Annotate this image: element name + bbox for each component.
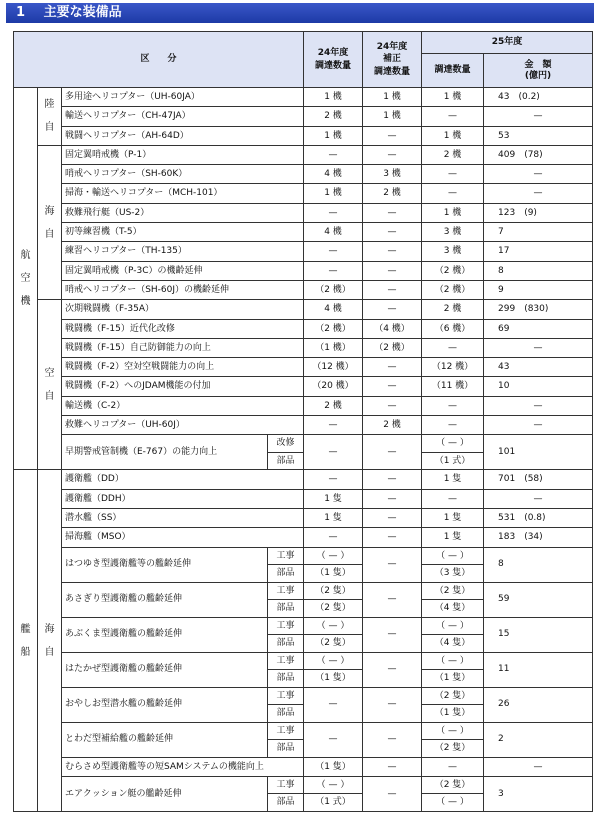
fy24-supp-qty: 1 機 [363,107,422,126]
fy25-amount: 123 (9) [484,203,593,222]
table-row [14,184,593,203]
fy24-qty: — [304,145,363,164]
fy25-qty: — [422,757,484,776]
item-name: 戦闘機（F-2）へのJDAM機能の付加 [62,377,304,396]
fy25-qty: （2 機） [422,261,484,280]
fy24-qty: — [304,261,363,280]
item-name: 戦闘機（F-15）自己防御能力の向上 [62,338,304,357]
table-row [14,757,593,776]
fy25-amount: — [484,107,593,126]
fy24-supp-qty: — [363,489,422,508]
item-name: 潜水艦（SS） [62,508,304,527]
fy24-qty: — [304,470,363,489]
table-row [14,776,593,794]
fy25-qty: （ — ） [422,547,484,565]
fy24-qty: 1 機 [304,126,363,145]
fy24-qty: 4 機 [304,165,363,184]
fy25-amount: 299 (830) [484,300,593,319]
fy25-qty: （12 機） [422,358,484,377]
header-fy24-qty: 24年度 調達数量 [304,32,363,88]
item-name: むらさめ型護衛艦等の短SAMシステムの機能向上 [62,757,304,776]
item-name: 多用途ヘリコプター（UH-60JA） [62,88,304,107]
fy25-qty: （2 隻） [422,582,484,600]
fy25-amount: 69 [484,319,593,338]
item-name: 輸送ヘリコプター（CH-47JA） [62,107,304,126]
fy25-qty: — [422,396,484,415]
table-row [14,165,593,184]
fy24-qty: — [304,528,363,547]
table-row [14,652,593,670]
fy24-qty: — [304,416,363,435]
fy25-amount: — [484,416,593,435]
fy25-amount: 10 [484,377,593,396]
fy24-supp-qty: — [363,617,422,652]
fy25-amount: 409 (78) [484,145,593,164]
section-title: 主要な装備品 [43,5,122,20]
header-fy25-amount: 金 額 (億円) [484,54,593,88]
item-name: はつゆき型護衛艦等の艦齢延伸 [62,547,268,582]
fy25-qty: — [422,107,484,126]
fy24-supp-qty: — [363,126,422,145]
fy24-supp-qty: — [363,377,422,396]
fy24-supp-qty: — [363,358,422,377]
sub-label: 部品 [268,670,304,688]
item-name: 戦闘機（F-2）空対空戦闘能力の向上 [62,358,304,377]
category-ships: 艦 船 [14,470,38,811]
table-row [14,88,593,107]
fy24-qty: 1 機 [304,184,363,203]
fy24-qty: （1 隻） [304,565,363,583]
table-row [14,223,593,242]
fy25-amount: — [484,396,593,415]
item-name: 固定翼哨戒機（P-3C）の機齢延伸 [62,261,304,280]
fy24-qty: （ — ） [304,652,363,670]
fy24-supp-qty: — [363,722,422,757]
fy25-qty: — [422,338,484,357]
fy24-supp-qty: 2 機 [363,184,422,203]
fy24-supp-qty: — [363,582,422,617]
table-row [14,687,593,705]
fy25-qty: （6 機） [422,319,484,338]
fy25-qty: （ — ） [422,435,484,453]
fy24-supp-qty: — [363,396,422,415]
sub-label: 工事 [268,582,304,600]
table-row [14,722,593,740]
fy25-amount: 7 [484,223,593,242]
sub-label: 工事 [268,722,304,740]
fy24-qty: （ — ） [304,776,363,794]
fy24-qty: 1 隻 [304,489,363,508]
fy24-supp-qty: — [363,203,422,222]
item-name: エアクッション艇の艦齢延伸 [62,776,268,811]
sub-label: 工事 [268,617,304,635]
item-name: あさぎり型護衛艦の艦齢延伸 [62,582,268,617]
fy25-qty: 1 機 [422,88,484,107]
section-title-bar [6,3,594,23]
header-fy24-supp: 24年度 補正 調達数量 [363,32,422,88]
fy24-supp-qty: — [363,435,422,470]
fy24-qty: （ — ） [304,617,363,635]
item-name: 掃海・輸送ヘリコプター（MCH-101） [62,184,304,203]
table-row [14,280,593,299]
fy24-supp-qty: — [363,242,422,261]
fy24-qty: （1 機） [304,338,363,357]
item-name: 早期警戒管制機（E-767）の能力向上 [62,435,268,470]
fy25-amount: 11 [484,652,593,687]
fy25-amount: — [484,338,593,357]
fy24-supp-qty: — [363,508,422,527]
fy25-qty: （4 隻） [422,635,484,653]
fy25-amount: 101 [484,435,593,470]
section-number: 1 [16,5,26,20]
fy24-qty: 1 隻 [304,508,363,527]
header-fy25-qty: 調達数量 [422,54,484,88]
table-row [14,338,593,357]
table-row [14,261,593,280]
item-name: 救難ヘリコプター（UH-60J） [62,416,304,435]
table-row [14,107,593,126]
item-name: 戦闘ヘリコプター（AH-64D） [62,126,304,145]
fy24-supp-qty: — [363,280,422,299]
fy24-qty: — [304,722,363,757]
fy25-qty: （2 隻） [422,776,484,794]
fy25-qty: 2 機 [422,300,484,319]
fy24-qty: 2 機 [304,107,363,126]
table-row [14,489,593,508]
fy24-qty: （2 隻） [304,582,363,600]
fy25-qty: 1 機 [422,126,484,145]
fy25-amount: 3 [484,776,593,811]
fy24-qty: （2 隻） [304,600,363,618]
fy25-amount: 9 [484,280,593,299]
item-name: 初等練習機（T-5） [62,223,304,242]
fy25-qty: （1 隻） [422,705,484,723]
sub-label: 部品 [268,635,304,653]
item-name: 固定翼哨戒機（P-1） [62,145,304,164]
sub-label: 部品 [268,565,304,583]
fy25-amount: 8 [484,261,593,280]
item-name: 哨戒ヘリコプター（SH-60K） [62,165,304,184]
fy24-supp-qty: （2 機） [363,338,422,357]
item-name: 救難飛行艇（US-2） [62,203,304,222]
fy24-qty: （2 機） [304,280,363,299]
item-name: とわだ型補給艦の艦齢延伸 [62,722,268,757]
fy24-supp-qty: 2 機 [363,416,422,435]
fy24-qty: （1 式） [304,794,363,812]
fy24-supp-qty: 1 機 [363,88,422,107]
table-row [14,203,593,222]
item-name: 哨戒ヘリコプター（SH-60J）の機齢延伸 [62,280,304,299]
sub-label: 工事 [268,776,304,794]
fy25-amount: 59 [484,582,593,617]
fy24-qty: 2 機 [304,396,363,415]
fy24-qty: — [304,687,363,722]
sub-label: 工事 [268,652,304,670]
fy25-qty: 3 機 [422,242,484,261]
fy25-amount: 43 [484,358,593,377]
fy25-amount: 53 [484,126,593,145]
fy25-qty: （2 隻） [422,687,484,705]
sub-label: 部品 [268,705,304,723]
fy25-amount: 17 [484,242,593,261]
sub-label: 部品 [268,794,304,812]
fy25-amount: — [484,165,593,184]
fy24-supp-qty: — [363,470,422,489]
fy25-qty: （ — ） [422,617,484,635]
fy25-amount: — [484,757,593,776]
fy24-qty: 4 機 [304,223,363,242]
header-fy25: 25年度 [422,32,593,54]
item-name: おやしお型潜水艦の艦齢延伸 [62,687,268,722]
sub-label: 改修 [268,435,304,453]
table-row [14,126,593,145]
fy25-qty: （1 隻） [422,670,484,688]
fy24-qty: （20 機） [304,377,363,396]
sub-label: 部品 [268,600,304,618]
fy24-supp-qty: — [363,776,422,811]
fy25-qty: 1 隻 [422,470,484,489]
fy25-amount: 8 [484,547,593,582]
sub-label: 部品 [268,452,304,470]
table-row [14,416,593,435]
table-row [14,300,593,319]
sub-label: 工事 [268,687,304,705]
fy25-qty: （4 隻） [422,600,484,618]
header-division: 区 分 [14,32,304,88]
fy24-supp-qty: — [363,547,422,582]
fy25-amount: — [484,489,593,508]
fy25-qty: — [422,416,484,435]
fy25-amount: 15 [484,617,593,652]
fy25-amount: 531 (0.8) [484,508,593,527]
fy24-qty: — [304,435,363,470]
fy24-supp-qty: — [363,300,422,319]
fy25-qty: （2 隻） [422,740,484,758]
table-row [14,582,593,600]
fy25-qty: 3 機 [422,223,484,242]
fy25-amount: 183 (34) [484,528,593,547]
fy25-qty: （2 機） [422,280,484,299]
category-aircraft: 航 空 機 [14,88,38,470]
fy24-supp-qty: — [363,528,422,547]
service-gsdf: 陸 自 [38,88,62,146]
fy24-qty: — [304,203,363,222]
fy25-qty: （1 式） [422,452,484,470]
fy25-qty: （ — ） [422,722,484,740]
item-name: 輸送機（C-2） [62,396,304,415]
item-name: 護衛艦（DD） [62,470,304,489]
fy25-amount: — [484,184,593,203]
fy24-qty: （2 隻） [304,635,363,653]
fy25-amount: 2 [484,722,593,757]
table-row [14,547,593,565]
table-row [14,396,593,415]
fy24-supp-qty: — [363,652,422,687]
item-name: 次期戦闘機（F-35A） [62,300,304,319]
fy24-qty: （1 隻） [304,757,363,776]
fy24-qty: — [304,242,363,261]
sub-label: 部品 [268,740,304,758]
fy25-amount: 26 [484,687,593,722]
fy25-qty: 1 機 [422,203,484,222]
fy25-qty: 2 機 [422,145,484,164]
item-name: はたかぜ型護衛艦の艦齢延伸 [62,652,268,687]
sub-label: 工事 [268,547,304,565]
fy24-qty: （12 機） [304,358,363,377]
table-row [14,470,593,489]
table-row [14,377,593,396]
table-row [14,435,593,453]
service-msdf-ships: 海 自 [38,470,62,811]
table-row [14,145,593,164]
fy25-amount: 701 (58) [484,470,593,489]
fy25-qty: — [422,184,484,203]
fy25-qty: （ — ） [422,794,484,812]
fy25-qty: 1 隻 [422,508,484,527]
table-row [14,319,593,338]
fy24-qty: （2 機） [304,319,363,338]
equipment-table [13,31,593,812]
fy24-supp-qty: — [363,687,422,722]
table-row [14,528,593,547]
fy24-qty: （1 隻） [304,670,363,688]
item-name: 掃海艦（MSO） [62,528,304,547]
item-name: 戦闘機（F-15）近代化改修 [62,319,304,338]
fy25-qty: — [422,489,484,508]
item-name: あぶくま型護衛艦の艦齢延伸 [62,617,268,652]
table-row [14,358,593,377]
fy24-supp-qty: — [363,223,422,242]
table-row [14,617,593,635]
fy24-supp-qty: 3 機 [363,165,422,184]
service-asdf: 空 自 [38,300,62,470]
fy24-qty: （ — ） [304,547,363,565]
fy24-supp-qty: （4 機） [363,319,422,338]
item-name: 護衛艦（DDH） [62,489,304,508]
table-row [14,508,593,527]
fy25-qty: — [422,165,484,184]
item-name: 練習ヘリコプター（TH-135） [62,242,304,261]
fy24-supp-qty: — [363,145,422,164]
fy24-supp-qty: — [363,757,422,776]
fy24-qty: 4 機 [304,300,363,319]
fy24-supp-qty: — [363,261,422,280]
fy25-qty: 1 隻 [422,528,484,547]
table-body [14,88,593,812]
fy25-amount: 43 (0.2) [484,88,593,107]
fy24-qty: 1 機 [304,88,363,107]
fy25-qty: （3 隻） [422,565,484,583]
table-row [14,242,593,261]
service-msdf: 海 自 [38,145,62,299]
fy25-qty: （11 機） [422,377,484,396]
fy25-qty: （ — ） [422,652,484,670]
